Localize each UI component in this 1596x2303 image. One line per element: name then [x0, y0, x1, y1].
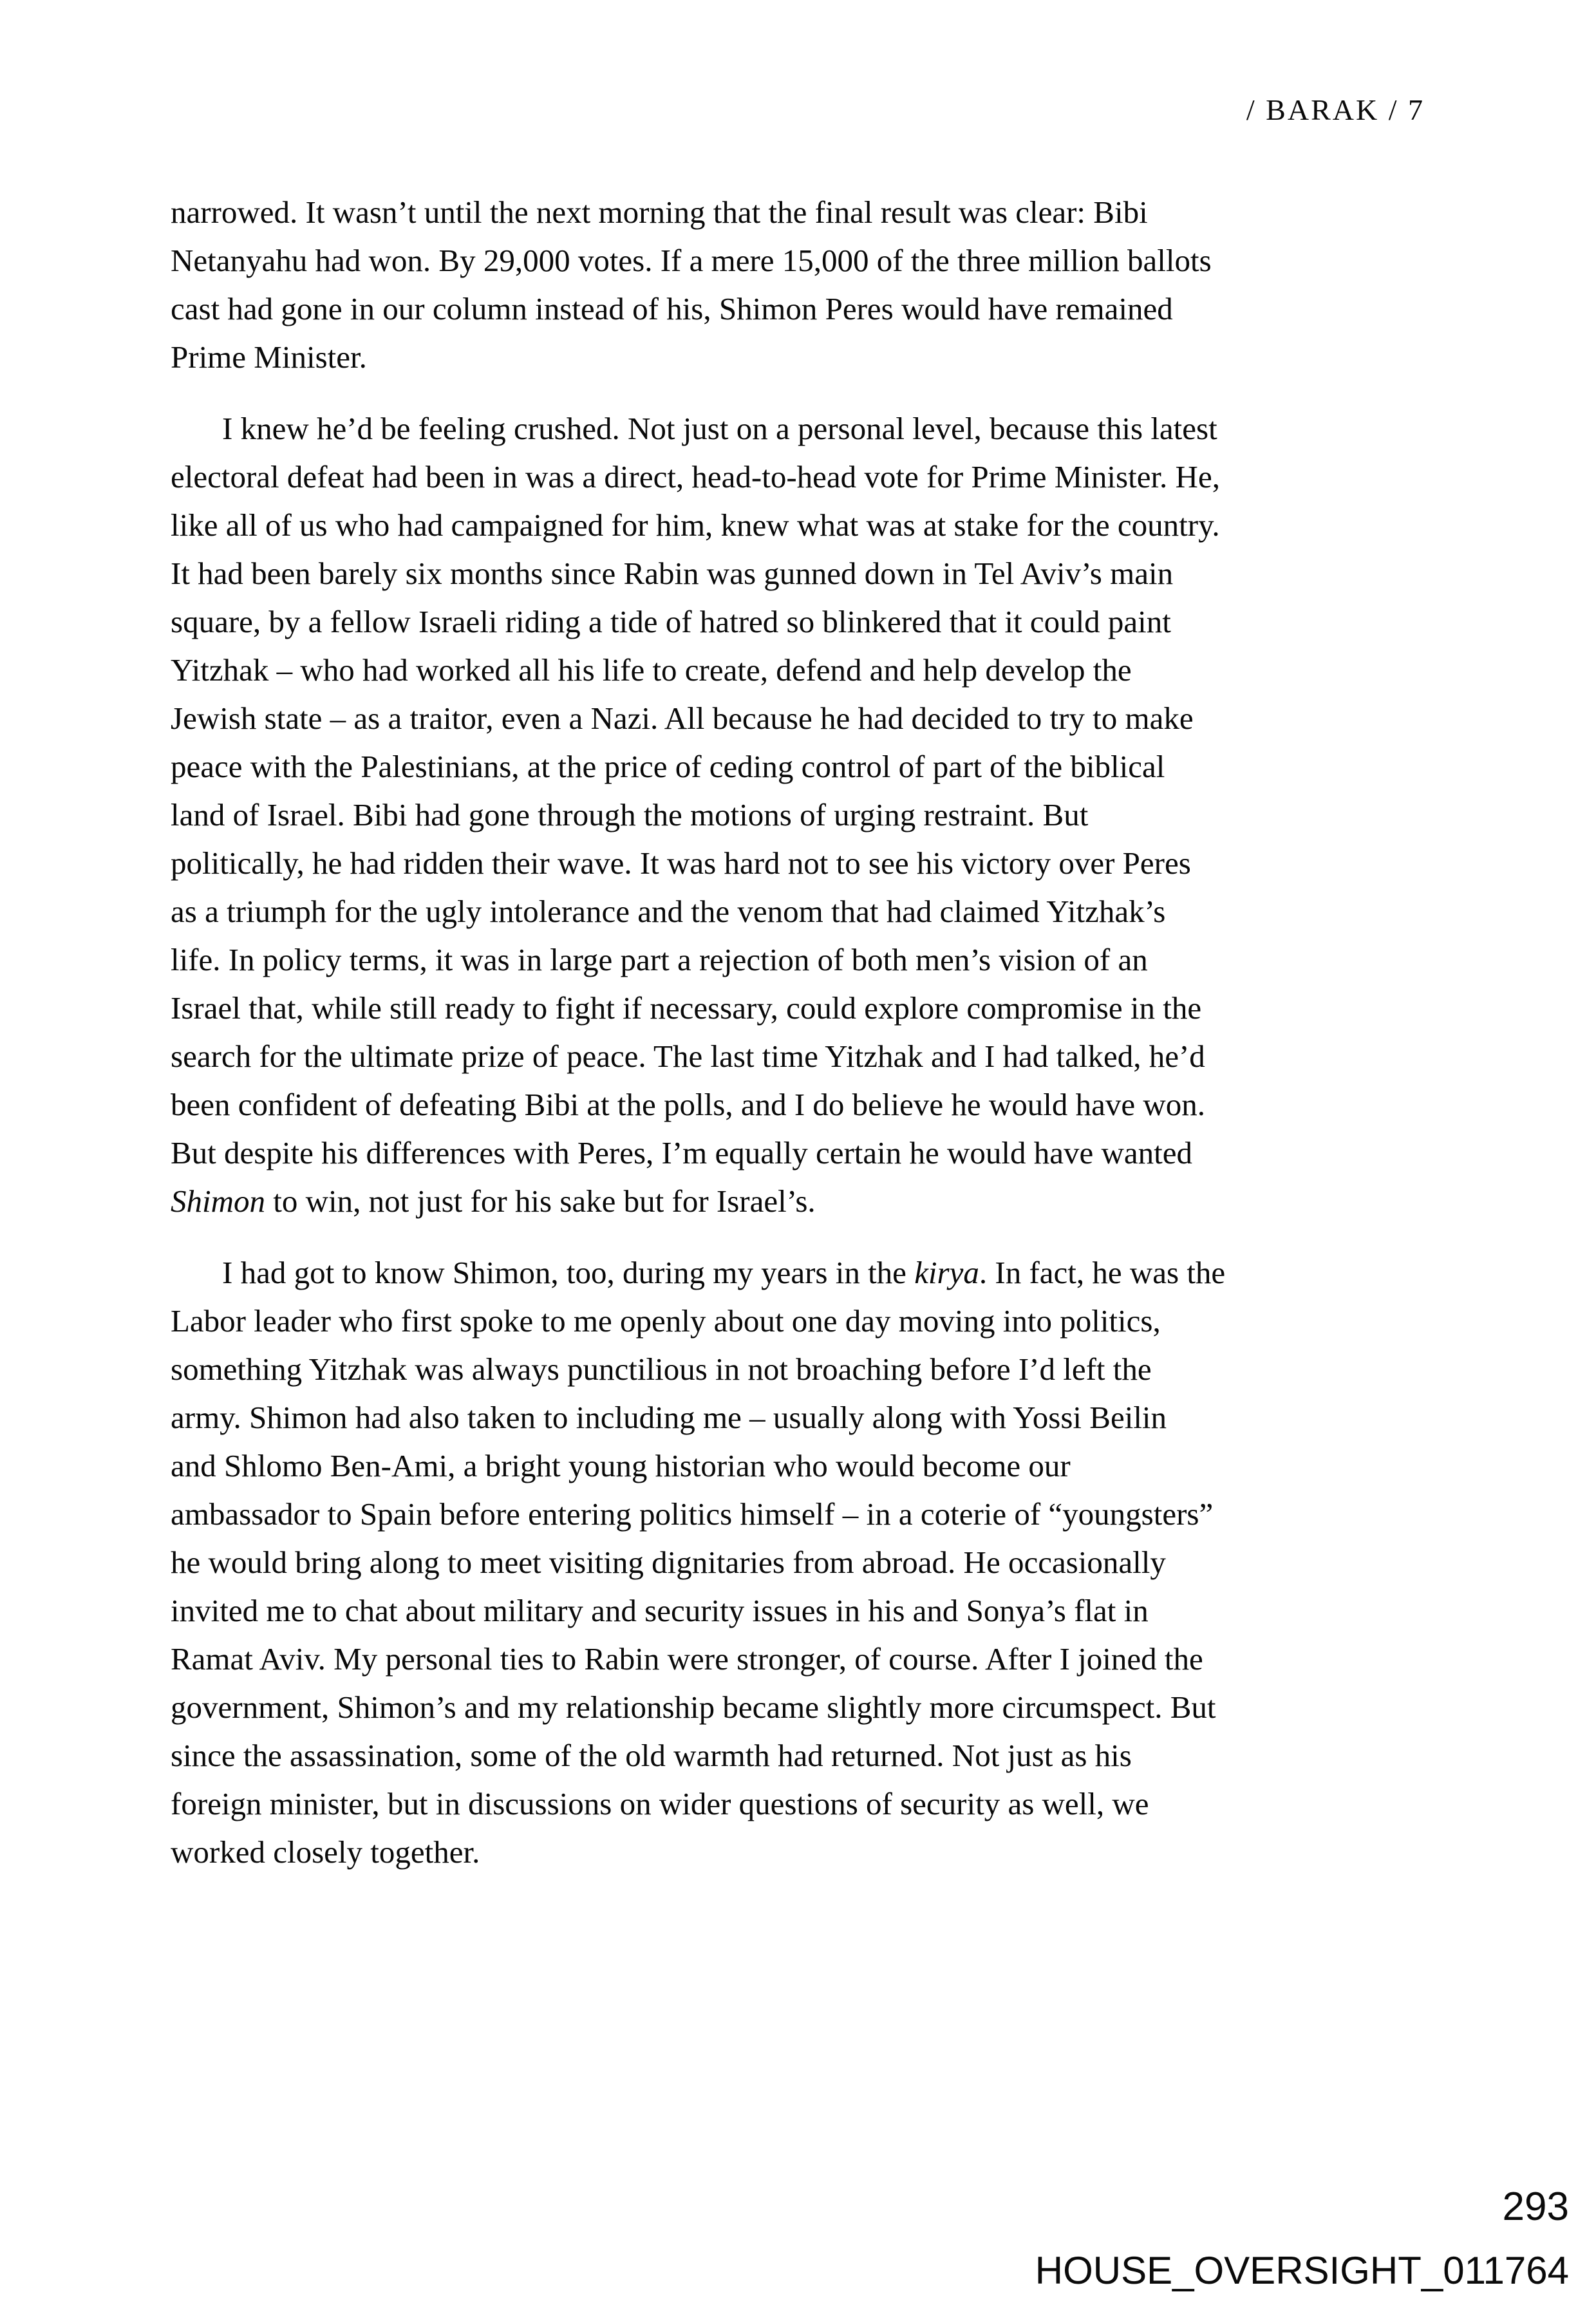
text-line: Shimon to win, not just for his sake but for Israel’s.: [171, 1183, 816, 1219]
text-line: invited me to chat about military and security issues in his and Sonya’s flat in: [171, 1593, 1149, 1628]
text-line: since the assassination, some of the old warmth had returned. Not just as his: [171, 1738, 1132, 1773]
text-line: as a triumph for the ugly intolerance and the venom that had claimed Yitzhak’s: [171, 894, 1166, 929]
text-line: something Yitzhak was always punctilious in not broaching before I’d left the: [171, 1351, 1152, 1387]
text-line: Israel that, while still ready to fight if necessary, could explore compromise in the: [171, 990, 1202, 1026]
text-line: land of Israel. Bibi had gone through the motions of urging restraint. But: [171, 797, 1089, 832]
text-line: But despite his differences with Peres, I’m equally certain he would have wanted: [171, 1135, 1193, 1170]
text-line: I had got to know Shimon, too, during my years in the kirya. In fact, he was the: [222, 1255, 1226, 1290]
text-line: cast had gone in our column instead of his, Shimon Peres would have remained: [171, 291, 1173, 326]
text-line: he would bring along to meet visiting dignitaries from abroad. He occasionally: [171, 1545, 1166, 1580]
text-line: life. In policy terms, it was in large part a rejection of both men’s vision of an: [171, 942, 1148, 977]
text-line: army. Shimon had also taken to including me – usually along with Yossi Beilin: [171, 1400, 1167, 1435]
text-line: foreign minister, but in discussions on wider questions of security as well, we: [171, 1786, 1149, 1821]
text-line: worked closely together.: [171, 1834, 480, 1870]
text-line: Jewish state – as a traitor, even a Nazi. All because he had decided to try to make: [171, 700, 1194, 736]
text-line: I knew he’d be feeling crushed. Not just on a personal level, because this latest: [222, 411, 1217, 446]
text-line: been confident of defeating Bibi at the polls, and I do believe he would have won.: [171, 1087, 1205, 1122]
page-number: 293: [1502, 2185, 1569, 2229]
text-line: square, by a fellow Israeli riding a tide of hatred so blinkered that it could paint: [171, 604, 1171, 639]
page-header: / BARAK / 7: [1246, 93, 1425, 126]
text-line: and Shlomo Ben-Ami, a bright young historian who would become our: [171, 1448, 1071, 1483]
text-line: narrowed. It wasn’t until the next morning that the final result was clear: Bibi: [171, 194, 1148, 230]
text-line: government, Shimon’s and my relationship became slightly more circumspect. But: [171, 1689, 1216, 1725]
bates-stamp: HOUSE_OVERSIGHT_011764: [1035, 2249, 1569, 2292]
text-line: like all of us who had campaigned for him, knew what was at stake for the country.: [171, 507, 1220, 543]
text-line: politically, he had ridden their wave. It was hard not to see his victory over Peres: [171, 845, 1191, 881]
text-line: electoral defeat had been in was a direct, head-to-head vote for Prime Minister. He,: [171, 459, 1220, 494]
paragraph: [171, 1248, 1432, 1876]
text-line: Labor leader who first spoke to me openly about one day moving into politics,: [171, 1303, 1161, 1339]
text-line: peace with the Palestinians, at the price of ceding control of part of the biblical: [171, 749, 1165, 784]
text-line: Prime Minister.: [171, 339, 367, 375]
text-line: ambassador to Spain before entering politics himself – in a coterie of “youngsters”: [171, 1496, 1214, 1532]
text-line: Ramat Aviv. My personal ties to Rabin were stronger, of course. After I joined the: [171, 1641, 1203, 1677]
paragraph: [171, 188, 1432, 381]
text-line: Yitzhak – who had worked all his life to create, defend and help develop the: [171, 652, 1132, 688]
text-line: Netanyahu had won. By 29,000 votes. If a mere 15,000 of the three million ballots: [171, 243, 1212, 278]
text-line: It had been barely six months since Rabin was gunned down in Tel Aviv’s main: [171, 556, 1174, 591]
paragraph: [171, 404, 1432, 1225]
text-line: search for the ultimate prize of peace. The last time Yitzhak and I had talked, he’d: [171, 1039, 1205, 1074]
page-body-text: [171, 188, 1432, 1876]
